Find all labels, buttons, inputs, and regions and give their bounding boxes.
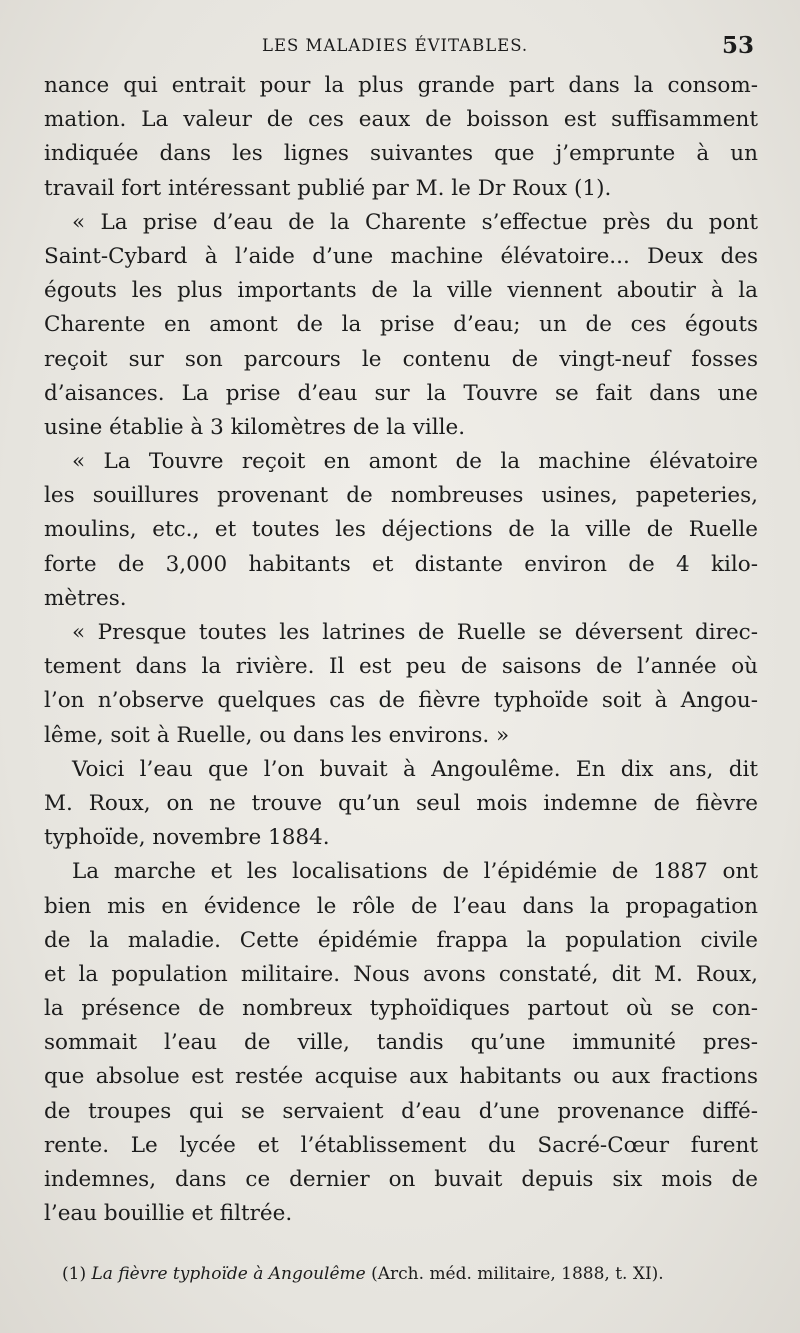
text-line: que absolue est restée acquise aux habitants ou aux fractions <box>44 1064 758 1090</box>
text-line: l’on n’observe quelques cas de fièvre typhoïde soit à Angou- <box>44 688 758 714</box>
text-line: « La prise d’eau de la Charente s’effectue près du pont <box>72 209 758 235</box>
text-line: les souillures provenant de nombreuses usines, papeteries, <box>44 483 758 509</box>
text-line: de la maladie. Cette épidémie frappa la population civile <box>44 927 758 953</box>
text-line: reçoit sur son parcours le contenu de vingt-neuf fosses <box>44 346 758 372</box>
text-line: La marche et les localisations de l’épidémie de 1887 ont <box>72 859 758 885</box>
text-line: rente. Le lycée et l’établissement du Sacré-Cœur furent <box>44 1132 758 1158</box>
text-line: bien mis en évidence le rôle de l’eau dans la propagation <box>44 893 758 919</box>
running-head <box>0 32 800 62</box>
footnote-reference: (Arch. méd. militaire, 1888, t. XI). <box>371 1264 664 1284</box>
running-title: LES MALADIES ÉVITABLES. <box>262 36 529 55</box>
text-line: sommait l’eau de ville, tandis qu’une immunité pres- <box>44 1030 758 1056</box>
text-line: forte de 3,000 habitants et distante environ de 4 kilo- <box>44 551 758 577</box>
text-line: Voici l’eau que l’on buvait à Angoulême. En dix ans, dit <box>72 756 758 782</box>
text-line: l’eau bouillie et filtrée. <box>44 1201 293 1227</box>
text-line: indiquée dans les lignes suivantes que j’emprunte à un <box>44 141 758 167</box>
text-line: Charente en amont de la prise d’eau; un de ces égouts <box>44 312 758 338</box>
text-line: d’aisances. La prise d’eau sur la Touvre se fait dans une <box>44 380 758 406</box>
text-line: nance qui entrait pour la plus grande part dans la consom- <box>44 73 758 98</box>
text-line: la présence de nombreux typhoïdiques partout où se con- <box>44 996 758 1022</box>
page-number: 53 <box>721 32 754 59</box>
footnote-title: La fièvre typhoïde à Angoulême <box>91 1264 366 1284</box>
text-line: de troupes qui se servaient d’eau d’une provenance diffé- <box>44 1098 758 1124</box>
text-line: mation. La valeur de ces eaux de boisson est suffisamment <box>44 107 758 133</box>
text-line: moulins, etc., et toutes les déjections de la ville de Ruelle <box>44 517 758 543</box>
text-line: et la population militaire. Nous avons constaté, dit M. Roux, <box>44 961 758 987</box>
text-line: mètres. <box>44 585 127 611</box>
text-line: M. Roux, on ne trouve qu’un seul mois indemne de fièvre <box>44 790 758 816</box>
footnote-marker: (1) <box>62 1264 87 1284</box>
text-line: indemnes, dans ce dernier on buvait depuis six mois de <box>44 1167 758 1192</box>
text-line: typhoïde, novembre 1884. <box>44 825 330 851</box>
body-text <box>44 69 758 1231</box>
text-line: « La Touvre reçoit en amont de la machine élévatoire <box>72 449 758 475</box>
text-line: travail fort intéressant publié par M. le Dr Roux (1). <box>44 175 612 201</box>
text-line: usine établie à 3 kilomètres de la ville. <box>44 414 466 440</box>
text-line: « Presque toutes les latrines de Ruelle se déversent direc- <box>72 620 758 645</box>
text-line: lême, soit à Ruelle, ou dans les environs. » <box>44 722 510 748</box>
text-line: égouts les plus importants de la ville viennent aboutir à la <box>44 278 758 304</box>
footnote <box>62 1264 752 1284</box>
text-line: tement dans la rivière. Il est peu de saisons de l’année où <box>44 654 758 680</box>
text-line: Saint-Cybard à l’aide d’une machine élévatoire... Deux des <box>44 243 758 269</box>
